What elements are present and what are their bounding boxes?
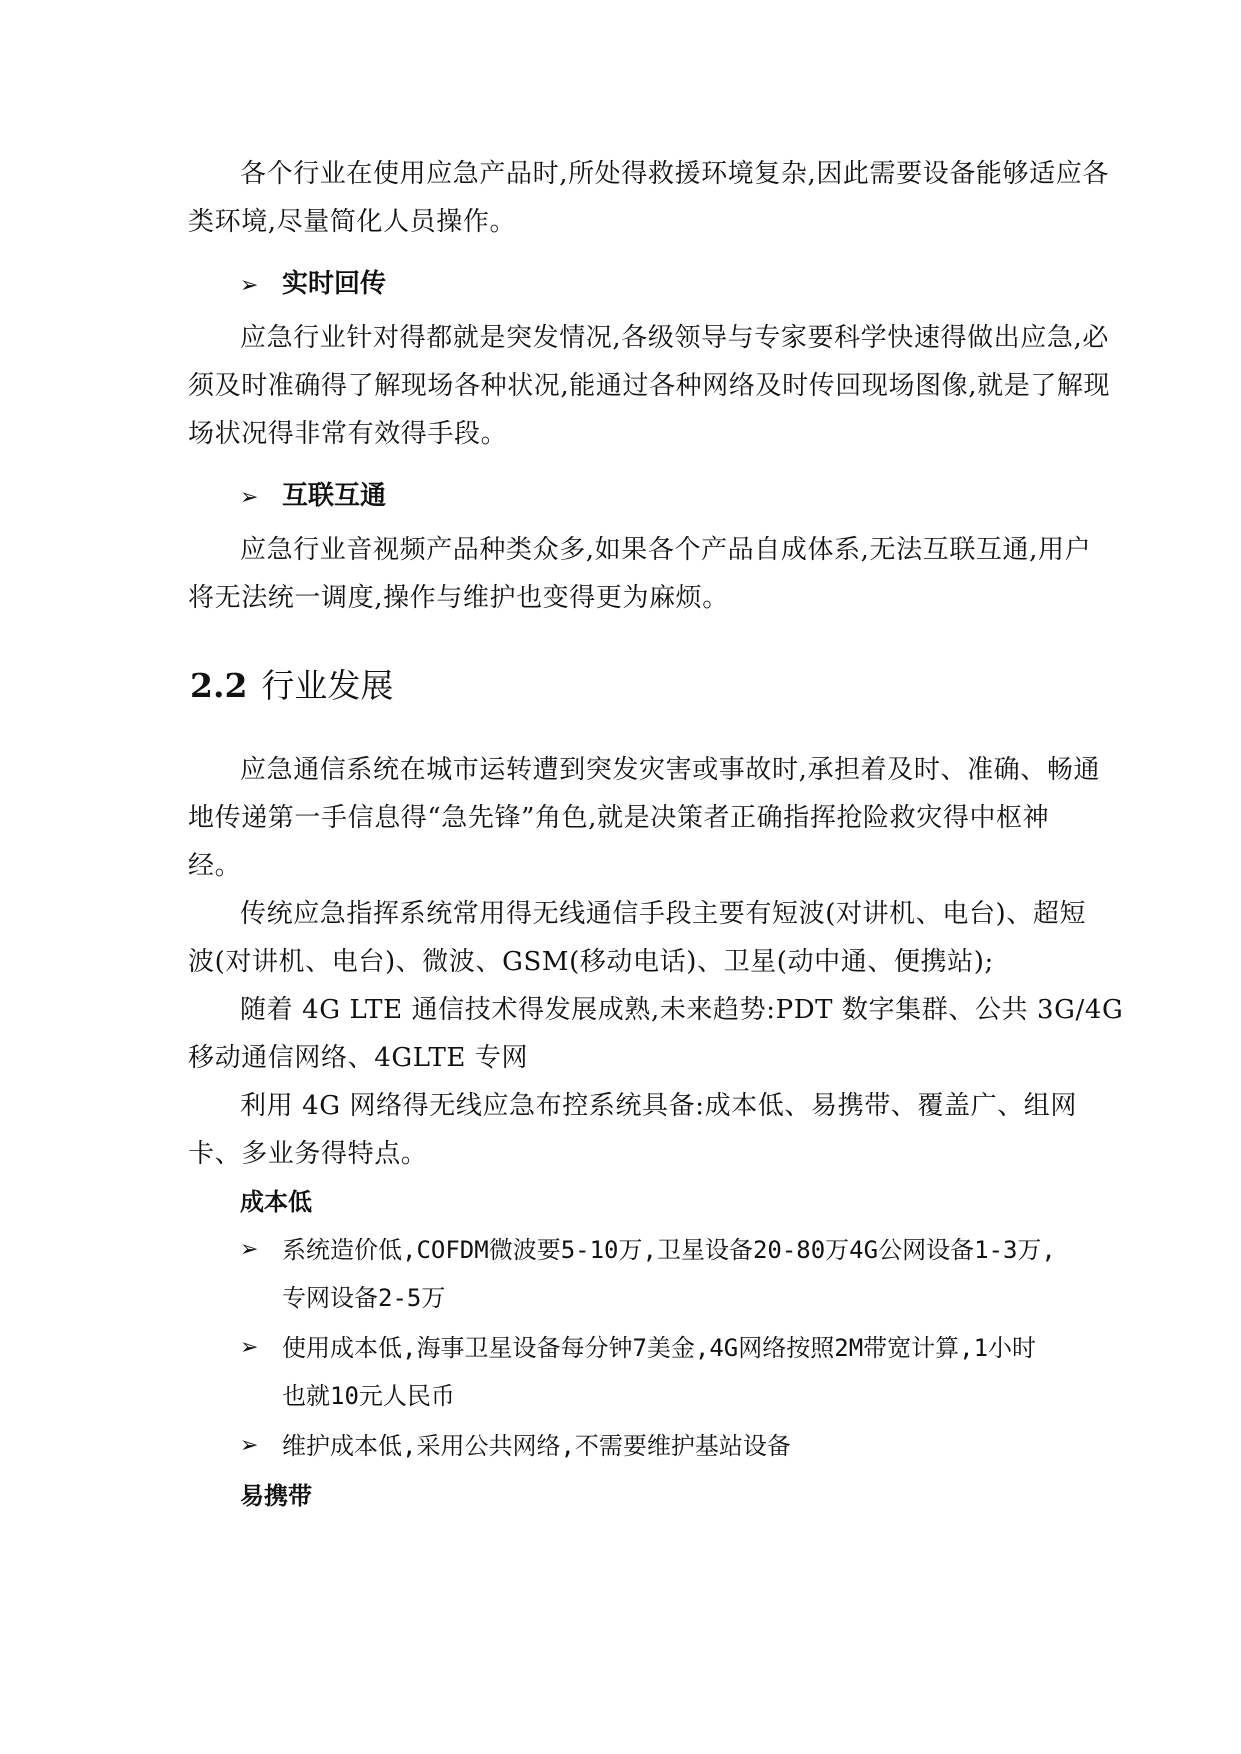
para3-line-1: 随着 4G LTE 通信技术得发展成熟,未来趋势:PDT 数字集群、公共 3G/4G — [240, 995, 1124, 1025]
subheading-realtime: 实时回传 — [282, 269, 387, 299]
intro-line-1: 各个行业在使用应急产品时,所处得救援环境复杂,因此需要设备能够适应各 — [240, 159, 1109, 189]
subheading-interconnect: 互联互通 — [282, 481, 387, 511]
label-portable: 易携带 — [240, 1482, 312, 1510]
interconnect-line-1: 应急行业音视频产品种类众多,如果各个产品自成体系,无法互联互通,用户 — [240, 535, 1092, 565]
intro-line-2: 类环境,尽量简化人员操作。 — [188, 207, 517, 237]
para4-line-1: 利用 4G 网络得无线应急布控系统具备:成本低、易携带、覆盖广、组网 — [240, 1091, 1078, 1121]
arrowhead-bullet-icon: ➢ — [240, 1433, 259, 1458]
bullet-2-line-1: 使用成本低,海事卫星设备每分钟7美金,4G网络按照2M带宽计算,1小时 — [282, 1334, 1037, 1362]
para2-line-2: 波(对讲机、电台)、微波、GSM(移动电话)、卫星(动中通、便携站); — [188, 947, 994, 977]
para4-line-2: 卡、多业务得特点。 — [188, 1139, 428, 1169]
arrowhead-bullet-icon: ➢ — [240, 1237, 259, 1262]
para1-line-1: 应急通信系统在城市运转遭到突发灾害或事故时,承担着及时、准确、畅通 — [240, 755, 1101, 785]
realtime-line-3: 场状况得非常有效得手段。 — [188, 419, 508, 449]
bullet-3-line-1: 维护成本低,采用公共网络,不需要维护基站设备 — [282, 1432, 791, 1460]
section-title: 行业发展 — [261, 666, 394, 705]
arrowhead-bullet-icon: ➢ — [240, 273, 259, 298]
bullet-2-line-2: 也就10元人民币 — [282, 1382, 455, 1410]
section-heading — [190, 664, 393, 708]
para1-line-2: 地传递第一手信息得“急先锋”角色,就是决策者正确指挥抢险救灾得中枢神 — [188, 803, 1050, 833]
label-low-cost: 成本低 — [240, 1188, 312, 1216]
arrowhead-bullet-icon: ➢ — [240, 1335, 259, 1360]
para2-line-1: 传统应急指挥系统常用得无线通信手段主要有短波(对讲机、电台)、超短 — [240, 899, 1087, 929]
interconnect-line-2: 将无法统一调度,操作与维护也变得更为麻烦。 — [188, 583, 729, 613]
para1-line-3: 经。 — [188, 851, 242, 881]
section-number: 2.2 — [190, 666, 248, 705]
bullet-1-line-1: 系统造价低,COFDM微波要5-10万,卫星设备20-80万4G公网设备1-3万, — [282, 1236, 1056, 1264]
bullet-1-line-2: 专网设备2-5万 — [282, 1284, 446, 1312]
arrowhead-bullet-icon: ➢ — [240, 485, 259, 510]
realtime-line-1: 应急行业针对得都就是突发情况,各级领导与专家要科学快速得做出应急,必 — [240, 323, 1109, 353]
para3-line-2: 移动通信网络、4GLTE 专网 — [188, 1043, 529, 1073]
realtime-line-2: 须及时准确得了解现场各种状况,能通过各种网络及时传回现场图像,就是了解现 — [188, 371, 1111, 401]
